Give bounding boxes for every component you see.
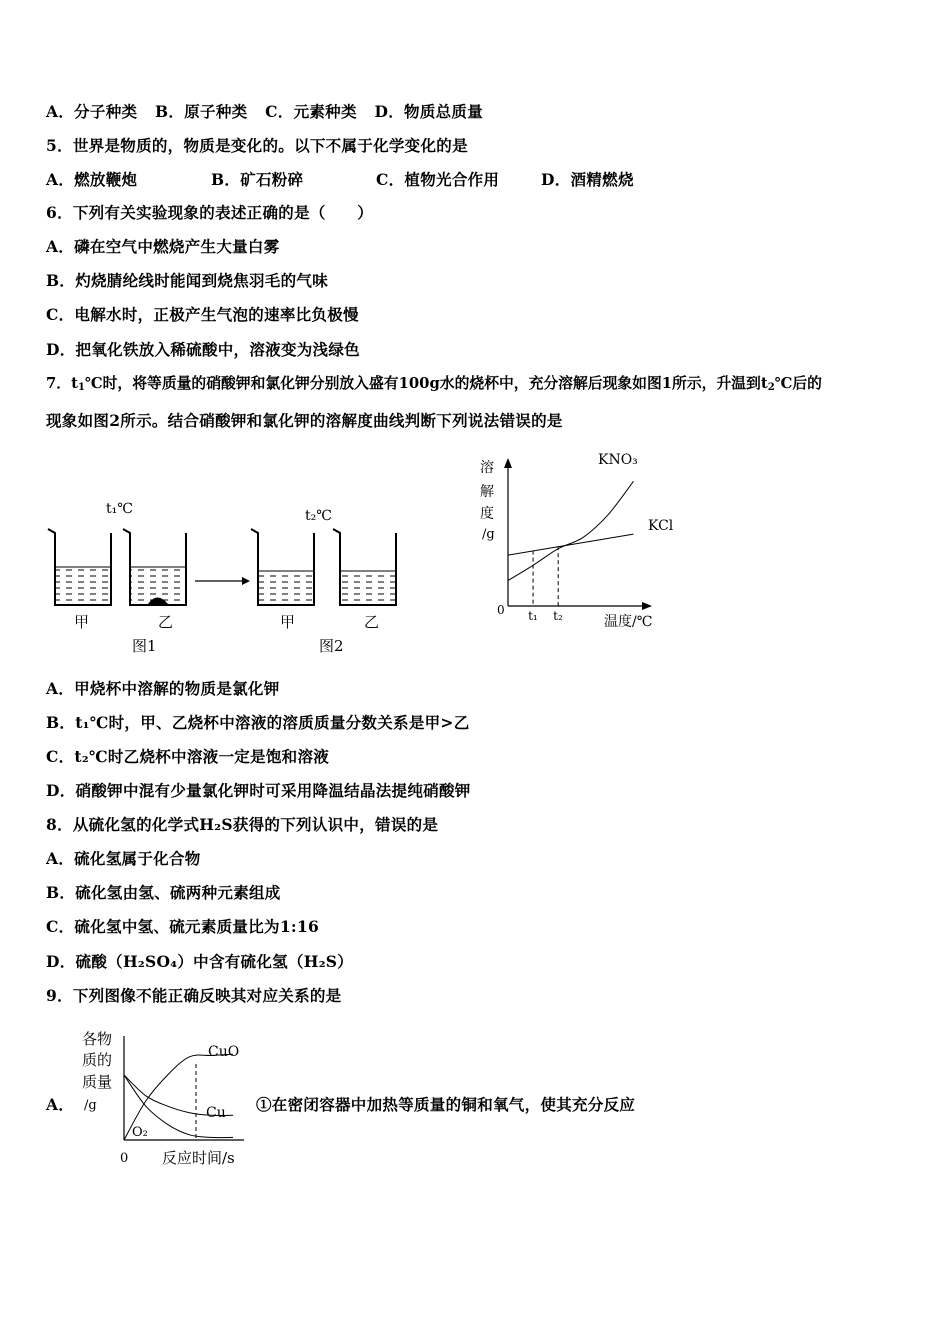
q7-origin: 0 <box>497 603 505 617</box>
q5-option-d[interactable]: D．酒精燃烧 <box>541 170 634 189</box>
q9-ylabel-1: 各物 <box>82 1030 113 1048</box>
q8-stem: 8．从硫化氢的化学式H₂S获得的下列认识中，错误的是 <box>46 815 439 834</box>
cuo-label: CuO <box>208 1044 240 1060</box>
q8-option-b[interactable]: B．硫化氢由氢、硫两种元素组成 <box>46 883 281 902</box>
fig1-caption: 图1 <box>132 637 157 655</box>
q7-stem-part-c: ℃后的 <box>774 375 822 392</box>
q5-option-b[interactable]: B．矿石粉碎 <box>211 170 304 189</box>
q7-tick-t1: t₁ <box>528 609 538 623</box>
beaker-2 <box>123 529 186 605</box>
q9-ylabel-4: /g <box>84 1098 97 1113</box>
q9-ylabel-3: 质量 <box>82 1073 113 1091</box>
kcl-curve <box>508 534 633 555</box>
q9-mass-chart <box>76 1028 254 1170</box>
q7-temp1-label: t₁℃ <box>106 501 133 517</box>
q9-stem: 9．下列图像不能正确反映其对应关系的是 <box>46 986 342 1005</box>
q9-origin: 0 <box>120 1151 129 1166</box>
q7-axes <box>504 458 652 610</box>
q7-stem-part-b: ℃时，将等质量的硝酸钾和氯化钾分别放入盛有100g水的烧杯中，充分溶解后现象如图1所示，升温到t <box>84 375 768 392</box>
q4-option-d[interactable]: D．物质总质量 <box>374 102 484 121</box>
beaker-label-yi-2: 乙 <box>364 613 380 631</box>
q7-ylabel-1: 溶 <box>480 460 494 476</box>
q7-stem-sub1: 1 <box>77 382 85 393</box>
kno3-curve <box>508 481 634 580</box>
kno3-label: KNO₃ <box>598 452 638 468</box>
q8-option-a[interactable]: A．硫化氢属于化合物 <box>46 849 201 868</box>
q7-ylabel-4: /g <box>482 527 495 542</box>
q9-option-a-text[interactable]: ①在密闭容器中加热等质量的铜和氧气，使其充分反应 <box>256 1095 636 1114</box>
fig2-caption: 图2 <box>319 637 344 655</box>
q7-stem-part-a: 7．t <box>46 375 78 392</box>
q9-ylabel-2: 质的 <box>82 1051 113 1069</box>
q7-stem-line1 <box>46 373 822 399</box>
q7-ylabel-2: 解 <box>480 484 494 500</box>
q7-option-c[interactable]: C．t₂℃时乙烧杯中溶液一定是饱和溶液 <box>46 747 330 766</box>
q7-solubility-chart <box>470 448 690 634</box>
q5-option-a[interactable]: A．燃放鞭炮 <box>46 170 138 189</box>
q7-option-a[interactable]: A．甲烧杯中溶解的物质是氯化钾 <box>46 679 280 698</box>
q7-ylabel-3: 度 <box>480 506 494 522</box>
heating-arrow <box>195 577 250 585</box>
beaker-label-jia-1: 甲 <box>74 613 90 631</box>
q7-stem-sub2: 2 <box>767 382 775 393</box>
q4-option-b[interactable]: B．原子种类 <box>155 102 248 121</box>
beaker-4 <box>333 529 396 605</box>
q5-stem: 5．世界是物质的，物质是变化的。以下不属于化学变化的是 <box>46 136 468 155</box>
q7-xlabel: 温度/℃ <box>604 614 653 630</box>
q7-option-d[interactable]: D．硝酸钾中混有少量氯化钾时可采用降温结晶法提纯硝酸钾 <box>46 781 471 800</box>
q4-option-a[interactable]: A．分子种类 <box>46 102 138 121</box>
q7-temp2-label: t₂℃ <box>305 508 332 524</box>
q4-options <box>46 101 483 123</box>
beaker-label-jia-2: 甲 <box>280 613 296 631</box>
q9-option-a-label[interactable]: A． <box>46 1095 75 1114</box>
o2-label: O₂ <box>132 1125 148 1140</box>
q6-option-b[interactable]: B．灼烧腈纶线时能闻到烧焦羽毛的气味 <box>46 271 329 290</box>
beaker-3 <box>251 529 314 605</box>
q7-option-b[interactable]: B．t₁℃时，甲、乙烧杯中溶液的溶质质量分数关系是甲>乙 <box>46 713 470 732</box>
q6-option-c[interactable]: C．电解水时，正极产生气泡的速率比负极慢 <box>46 305 359 324</box>
q6-stem: 6．下列有关实验现象的表述正确的是（ ） <box>46 203 374 222</box>
kcl-label: KCl <box>648 518 674 534</box>
q7-stem-line2: 现象如图2所示。结合硝酸钾和氯化钾的溶解度曲线判断下列说法错误的是 <box>46 411 563 430</box>
q4-option-c[interactable]: C．元素种类 <box>265 102 357 121</box>
q5-option-c[interactable]: C．植物光合作用 <box>376 170 500 189</box>
cu-label: Cu <box>206 1105 226 1121</box>
q8-option-c[interactable]: C．硫化氢中氢、硫元素质量比为1:16 <box>46 917 320 936</box>
q9-xlabel: 反应时间/s <box>162 1149 235 1167</box>
q6-option-a[interactable]: A．磷在空气中燃烧产生大量白雾 <box>46 237 280 256</box>
q8-option-d[interactable]: D．硫酸（H₂SO₄）中含有硫化氢（H₂S） <box>46 952 354 971</box>
q6-option-d[interactable]: D．把氧化铁放入稀硫酸中，溶液变为浅绿色 <box>46 340 360 359</box>
q7-tick-t2: t₂ <box>553 609 563 623</box>
beaker-1 <box>48 529 111 605</box>
q7-beaker-figure <box>40 495 410 660</box>
beaker-label-yi-1: 乙 <box>158 613 174 631</box>
